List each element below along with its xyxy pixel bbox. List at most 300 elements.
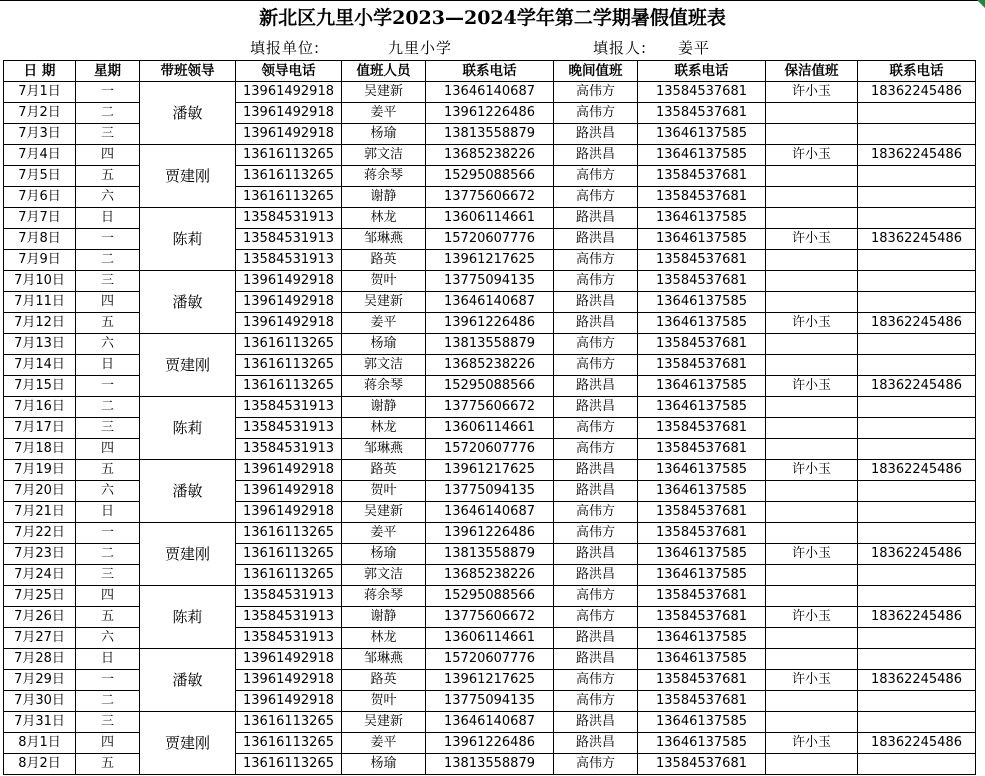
- night-cell: 路洪昌: [554, 376, 638, 397]
- night-phone-cell: 13646137585: [638, 460, 766, 481]
- date-cell: 7月27日: [4, 628, 76, 649]
- night-cell: 高伟方: [554, 754, 638, 775]
- leader-phone-cell: 13616113265: [236, 187, 342, 208]
- night-cell: 高伟方: [554, 691, 638, 712]
- staff-phone-cell: 13813558879: [426, 334, 554, 355]
- clean-cell: 许小玉: [766, 376, 858, 397]
- date-cell: 7月25日: [4, 586, 76, 607]
- weekday-cell: 六: [76, 628, 140, 649]
- date-cell: 7月16日: [4, 397, 76, 418]
- staff-phone-cell: 13646140687: [426, 712, 554, 733]
- leader-phone-cell: 13616113265: [236, 334, 342, 355]
- staff-phone-cell: 13961226486: [426, 523, 554, 544]
- reporter-label: 填报人:: [593, 39, 648, 57]
- clean-cell: 许小玉: [766, 229, 858, 250]
- staff-cell: 谢静: [342, 397, 426, 418]
- leader-cell: 潘敏: [140, 271, 236, 334]
- night-phone-cell: 13584537681: [638, 103, 766, 124]
- night-cell: 高伟方: [554, 334, 638, 355]
- weekday-cell: 五: [76, 754, 140, 775]
- clean-phone-cell: [858, 649, 976, 670]
- clean-cell: [766, 271, 858, 292]
- night-phone-cell: 13646137585: [638, 565, 766, 586]
- night-cell: 高伟方: [554, 187, 638, 208]
- clean-cell: [766, 523, 858, 544]
- cell-corner-marker-icon: [977, 0, 985, 8]
- leader-phone-cell: 13961492918: [236, 670, 342, 691]
- weekday-cell: 日: [76, 502, 140, 523]
- header-cell: 带班领导: [140, 61, 236, 82]
- table-row: [4, 145, 976, 166]
- weekday-cell: 四: [76, 439, 140, 460]
- staff-phone-cell: 13961217625: [426, 670, 554, 691]
- clean-cell: 许小玉: [766, 607, 858, 628]
- night-phone-cell: 13584537681: [638, 502, 766, 523]
- clean-cell: [766, 355, 858, 376]
- clean-phone-cell: 18362245486: [858, 670, 976, 691]
- staff-cell: 吴建新: [342, 712, 426, 733]
- date-cell: 7月8日: [4, 229, 76, 250]
- staff-phone-cell: 13961217625: [426, 460, 554, 481]
- night-phone-cell: 13584537681: [638, 334, 766, 355]
- night-cell: 路洪昌: [554, 208, 638, 229]
- staff-cell: 路英: [342, 670, 426, 691]
- night-phone-cell: 13646137585: [638, 124, 766, 145]
- staff-cell: 吴建新: [342, 82, 426, 103]
- clean-phone-cell: [858, 628, 976, 649]
- date-cell: 7月14日: [4, 355, 76, 376]
- clean-phone-cell: 18362245486: [858, 544, 976, 565]
- weekday-cell: 四: [76, 292, 140, 313]
- date-cell: 7月12日: [4, 313, 76, 334]
- night-cell: 路洪昌: [554, 292, 638, 313]
- weekday-cell: 四: [76, 145, 140, 166]
- staff-phone-cell: 13685238226: [426, 145, 554, 166]
- leader-phone-cell: 13584531913: [236, 418, 342, 439]
- night-phone-cell: 13584537681: [638, 691, 766, 712]
- header-cell: 领导电话: [236, 61, 342, 82]
- date-cell: 7月9日: [4, 250, 76, 271]
- weekday-cell: 一: [76, 82, 140, 103]
- date-cell: 8月1日: [4, 733, 76, 754]
- leader-phone-cell: 13616113265: [236, 733, 342, 754]
- weekday-cell: 二: [76, 397, 140, 418]
- leader-phone-cell: 13961492918: [236, 82, 342, 103]
- night-cell: 高伟方: [554, 670, 638, 691]
- staff-phone-cell: 15720607776: [426, 649, 554, 670]
- night-phone-cell: 13646137585: [638, 649, 766, 670]
- date-cell: 7月29日: [4, 670, 76, 691]
- night-cell: 高伟方: [554, 523, 638, 544]
- clean-phone-cell: [858, 103, 976, 124]
- night-cell: 高伟方: [554, 439, 638, 460]
- weekday-cell: 三: [76, 271, 140, 292]
- leader-phone-cell: 13616113265: [236, 544, 342, 565]
- night-phone-cell: 13646137585: [638, 313, 766, 334]
- table-row: [4, 334, 976, 355]
- date-cell: 7月1日: [4, 82, 76, 103]
- leader-phone-cell: 13584531913: [236, 208, 342, 229]
- night-phone-cell: 13646137585: [638, 712, 766, 733]
- staff-phone-cell: 13685238226: [426, 355, 554, 376]
- clean-cell: 许小玉: [766, 145, 858, 166]
- clean-phone-cell: [858, 691, 976, 712]
- table-row: [4, 586, 976, 607]
- clean-cell: 许小玉: [766, 82, 858, 103]
- leader-cell: 陈莉: [140, 397, 236, 460]
- table-row: [4, 523, 976, 544]
- night-cell: 路洪昌: [554, 733, 638, 754]
- leader-phone-cell: 13584531913: [236, 439, 342, 460]
- staff-phone-cell: 13961226486: [426, 103, 554, 124]
- clean-cell: 许小玉: [766, 313, 858, 334]
- table-row: [4, 82, 976, 103]
- weekday-cell: 三: [76, 124, 140, 145]
- staff-phone-cell: 15720607776: [426, 439, 554, 460]
- clean-phone-cell: [858, 565, 976, 586]
- staff-phone-cell: 13646140687: [426, 292, 554, 313]
- date-cell: 7月7日: [4, 208, 76, 229]
- clean-phone-cell: 18362245486: [858, 460, 976, 481]
- date-cell: 7月15日: [4, 376, 76, 397]
- clean-cell: 许小玉: [766, 733, 858, 754]
- duty-schedule-table: [3, 60, 976, 775]
- leader-phone-cell: 13616113265: [236, 712, 342, 733]
- sheet-title: 新北区九里小学2023—2024学年第二学期暑假值班表: [0, 0, 985, 34]
- clean-cell: [766, 712, 858, 733]
- clean-cell: [766, 124, 858, 145]
- clean-phone-cell: [858, 754, 976, 775]
- leader-phone-cell: 13616113265: [236, 754, 342, 775]
- staff-phone-cell: 13813558879: [426, 754, 554, 775]
- staff-cell: 林龙: [342, 208, 426, 229]
- clean-phone-cell: [858, 439, 976, 460]
- leader-phone-cell: 13584531913: [236, 628, 342, 649]
- clean-cell: 许小玉: [766, 544, 858, 565]
- night-phone-cell: 13584537681: [638, 523, 766, 544]
- night-phone-cell: 13584537681: [638, 187, 766, 208]
- staff-cell: 姜平: [342, 103, 426, 124]
- clean-cell: 许小玉: [766, 670, 858, 691]
- clean-cell: [766, 103, 858, 124]
- staff-phone-cell: 13606114661: [426, 418, 554, 439]
- clean-phone-cell: 18362245486: [858, 82, 976, 103]
- clean-phone-cell: [858, 187, 976, 208]
- leader-phone-cell: 13961492918: [236, 460, 342, 481]
- weekday-cell: 一: [76, 670, 140, 691]
- clean-cell: [766, 187, 858, 208]
- weekday-cell: 三: [76, 418, 140, 439]
- clean-cell: [766, 397, 858, 418]
- staff-cell: 姜平: [342, 733, 426, 754]
- clean-phone-cell: [858, 250, 976, 271]
- night-phone-cell: 13646137585: [638, 376, 766, 397]
- weekday-cell: 三: [76, 712, 140, 733]
- clean-phone-cell: 18362245486: [858, 313, 976, 334]
- date-cell: 7月23日: [4, 544, 76, 565]
- weekday-cell: 六: [76, 187, 140, 208]
- header-cell: 保洁值班: [766, 61, 858, 82]
- staff-phone-cell: 13775094135: [426, 271, 554, 292]
- clean-phone-cell: 18362245486: [858, 607, 976, 628]
- night-cell: 路洪昌: [554, 229, 638, 250]
- night-phone-cell: 13646137585: [638, 628, 766, 649]
- clean-phone-cell: [858, 271, 976, 292]
- weekday-cell: 日: [76, 649, 140, 670]
- clean-phone-cell: [858, 355, 976, 376]
- staff-cell: 邹琳燕: [342, 649, 426, 670]
- leader-phone-cell: 13961492918: [236, 649, 342, 670]
- staff-cell: 林龙: [342, 418, 426, 439]
- header-cell: 联系电话: [426, 61, 554, 82]
- staff-cell: 路英: [342, 460, 426, 481]
- clean-phone-cell: [858, 397, 976, 418]
- date-cell: 7月20日: [4, 481, 76, 502]
- clean-phone-cell: [858, 712, 976, 733]
- weekday-cell: 五: [76, 313, 140, 334]
- night-cell: 高伟方: [554, 250, 638, 271]
- header-cell: 星期: [76, 61, 140, 82]
- night-cell: 高伟方: [554, 355, 638, 376]
- weekday-cell: 二: [76, 250, 140, 271]
- night-phone-cell: 13584537681: [638, 586, 766, 607]
- leader-phone-cell: 13584531913: [236, 397, 342, 418]
- night-cell: 路洪昌: [554, 544, 638, 565]
- night-cell: 路洪昌: [554, 649, 638, 670]
- weekday-cell: 一: [76, 376, 140, 397]
- weekday-cell: 二: [76, 544, 140, 565]
- clean-cell: [766, 292, 858, 313]
- staff-cell: 邹琳燕: [342, 229, 426, 250]
- night-cell: 高伟方: [554, 607, 638, 628]
- leader-phone-cell: 13961492918: [236, 313, 342, 334]
- weekday-cell: 六: [76, 334, 140, 355]
- clean-cell: [766, 481, 858, 502]
- night-phone-cell: 13584537681: [638, 418, 766, 439]
- table-row: [4, 271, 976, 292]
- staff-phone-cell: 13775094135: [426, 481, 554, 502]
- table-body: [4, 82, 976, 775]
- staff-cell: 贺叶: [342, 691, 426, 712]
- staff-phone-cell: 13775606672: [426, 607, 554, 628]
- leader-cell: 潘敏: [140, 460, 236, 523]
- clean-phone-cell: [858, 418, 976, 439]
- leader-phone-cell: 13616113265: [236, 376, 342, 397]
- staff-cell: 蒋余琴: [342, 166, 426, 187]
- leader-phone-cell: 13616113265: [236, 565, 342, 586]
- night-cell: 路洪昌: [554, 124, 638, 145]
- leader-phone-cell: 13961492918: [236, 502, 342, 523]
- clean-phone-cell: [858, 334, 976, 355]
- leader-phone-cell: 13616113265: [236, 523, 342, 544]
- staff-cell: 杨瑜: [342, 334, 426, 355]
- clean-cell: [766, 418, 858, 439]
- staff-cell: 蒋余琴: [342, 376, 426, 397]
- leader-phone-cell: 13961492918: [236, 124, 342, 145]
- leader-phone-cell: 13584531913: [236, 586, 342, 607]
- clean-phone-cell: [858, 481, 976, 502]
- night-cell: 高伟方: [554, 586, 638, 607]
- staff-cell: 吴建新: [342, 292, 426, 313]
- date-cell: 7月18日: [4, 439, 76, 460]
- night-phone-cell: 13584537681: [638, 355, 766, 376]
- staff-cell: 谢静: [342, 187, 426, 208]
- night-cell: 高伟方: [554, 502, 638, 523]
- staff-cell: 郭文洁: [342, 355, 426, 376]
- date-cell: 7月4日: [4, 145, 76, 166]
- clean-cell: [766, 691, 858, 712]
- staff-phone-cell: 13775606672: [426, 397, 554, 418]
- clean-cell: [766, 166, 858, 187]
- leader-cell: 贾建刚: [140, 712, 236, 775]
- clean-phone-cell: 18362245486: [858, 733, 976, 754]
- weekday-cell: 二: [76, 103, 140, 124]
- weekday-cell: 三: [76, 565, 140, 586]
- leader-phone-cell: 13584531913: [236, 607, 342, 628]
- leader-cell: 贾建刚: [140, 145, 236, 208]
- weekday-cell: 一: [76, 523, 140, 544]
- night-cell: 路洪昌: [554, 145, 638, 166]
- leader-cell: 贾建刚: [140, 334, 236, 397]
- night-phone-cell: 13584537681: [638, 607, 766, 628]
- date-cell: 7月17日: [4, 418, 76, 439]
- night-phone-cell: 13646137585: [638, 208, 766, 229]
- night-phone-cell: 13646137585: [638, 544, 766, 565]
- night-phone-cell: 13584537681: [638, 82, 766, 103]
- night-cell: 路洪昌: [554, 628, 638, 649]
- staff-phone-cell: 13606114661: [426, 208, 554, 229]
- leader-phone-cell: 13961492918: [236, 271, 342, 292]
- staff-phone-cell: 13961217625: [426, 250, 554, 271]
- clean-cell: [766, 586, 858, 607]
- clean-cell: [766, 628, 858, 649]
- clean-phone-cell: 18362245486: [858, 376, 976, 397]
- leader-phone-cell: 13616113265: [236, 166, 342, 187]
- clean-cell: [766, 649, 858, 670]
- night-phone-cell: 13646137585: [638, 292, 766, 313]
- header-row: [4, 61, 976, 82]
- weekday-cell: 二: [76, 691, 140, 712]
- leader-phone-cell: 13961492918: [236, 292, 342, 313]
- night-phone-cell: 13646137585: [638, 733, 766, 754]
- night-cell: 高伟方: [554, 103, 638, 124]
- leader-phone-cell: 13961492918: [236, 691, 342, 712]
- night-cell: 路洪昌: [554, 481, 638, 502]
- header-cell: 晚间值班: [554, 61, 638, 82]
- clean-cell: [766, 439, 858, 460]
- header-cell: 日 期: [4, 61, 76, 82]
- clean-cell: [766, 334, 858, 355]
- staff-cell: 郭文洁: [342, 565, 426, 586]
- leader-phone-cell: 13584531913: [236, 229, 342, 250]
- date-cell: 7月5日: [4, 166, 76, 187]
- night-cell: 路洪昌: [554, 313, 638, 334]
- night-cell: 路洪昌: [554, 565, 638, 586]
- reporter-value: 姜平: [678, 39, 711, 57]
- date-cell: 7月24日: [4, 565, 76, 586]
- staff-phone-cell: 15295088566: [426, 166, 554, 187]
- leader-cell: 陈莉: [140, 586, 236, 649]
- staff-cell: 姜平: [342, 313, 426, 334]
- night-cell: 路洪昌: [554, 460, 638, 481]
- clean-cell: 许小玉: [766, 460, 858, 481]
- weekday-cell: 一: [76, 229, 140, 250]
- weekday-cell: 四: [76, 586, 140, 607]
- table-row: [4, 397, 976, 418]
- leader-phone-cell: 13584531913: [236, 250, 342, 271]
- staff-cell: 郭文洁: [342, 145, 426, 166]
- night-phone-cell: 13646137585: [638, 229, 766, 250]
- night-phone-cell: 13646137585: [638, 145, 766, 166]
- night-phone-cell: 13584537681: [638, 439, 766, 460]
- staff-phone-cell: 13961226486: [426, 733, 554, 754]
- clean-phone-cell: [858, 523, 976, 544]
- staff-phone-cell: 13646140687: [426, 502, 554, 523]
- weekday-cell: 五: [76, 166, 140, 187]
- date-cell: 7月2日: [4, 103, 76, 124]
- staff-phone-cell: 13775606672: [426, 187, 554, 208]
- date-cell: 7月6日: [4, 187, 76, 208]
- clean-phone-cell: [858, 208, 976, 229]
- clean-cell: [766, 208, 858, 229]
- weekday-cell: 日: [76, 355, 140, 376]
- table-row: [4, 208, 976, 229]
- clean-cell: [766, 565, 858, 586]
- night-cell: 路洪昌: [554, 712, 638, 733]
- staff-cell: 吴建新: [342, 502, 426, 523]
- staff-cell: 杨瑜: [342, 754, 426, 775]
- staff-phone-cell: 15295088566: [426, 586, 554, 607]
- staff-cell: 谢静: [342, 607, 426, 628]
- staff-cell: 杨瑜: [342, 544, 426, 565]
- staff-cell: 邹琳燕: [342, 439, 426, 460]
- night-phone-cell: 13584537681: [638, 166, 766, 187]
- clean-phone-cell: [858, 166, 976, 187]
- weekday-cell: 五: [76, 607, 140, 628]
- leader-phone-cell: 13616113265: [236, 145, 342, 166]
- weekday-cell: 日: [76, 208, 140, 229]
- date-cell: 7月3日: [4, 124, 76, 145]
- leader-phone-cell: 13961492918: [236, 103, 342, 124]
- staff-cell: 姜平: [342, 523, 426, 544]
- clean-cell: [766, 754, 858, 775]
- night-phone-cell: 13584537681: [638, 271, 766, 292]
- report-info-line: [0, 34, 985, 60]
- date-cell: 7月13日: [4, 334, 76, 355]
- clean-phone-cell: 18362245486: [858, 229, 976, 250]
- night-cell: 高伟方: [554, 166, 638, 187]
- staff-cell: 路英: [342, 250, 426, 271]
- date-cell: 7月26日: [4, 607, 76, 628]
- weekday-cell: 四: [76, 733, 140, 754]
- clean-cell: [766, 250, 858, 271]
- clean-phone-cell: [858, 124, 976, 145]
- clean-phone-cell: [858, 586, 976, 607]
- date-cell: 7月22日: [4, 523, 76, 544]
- staff-cell: 贺叶: [342, 481, 426, 502]
- staff-phone-cell: 13813558879: [426, 544, 554, 565]
- night-phone-cell: 13646137585: [638, 481, 766, 502]
- staff-phone-cell: 13606114661: [426, 628, 554, 649]
- night-phone-cell: 13584537681: [638, 670, 766, 691]
- date-cell: 7月19日: [4, 460, 76, 481]
- header-cell: 联系电话: [638, 61, 766, 82]
- table-row: [4, 712, 976, 733]
- clean-phone-cell: 18362245486: [858, 145, 976, 166]
- unit-value: 九里小学: [388, 39, 453, 57]
- leader-cell: 潘敏: [140, 82, 236, 145]
- date-cell: 7月30日: [4, 691, 76, 712]
